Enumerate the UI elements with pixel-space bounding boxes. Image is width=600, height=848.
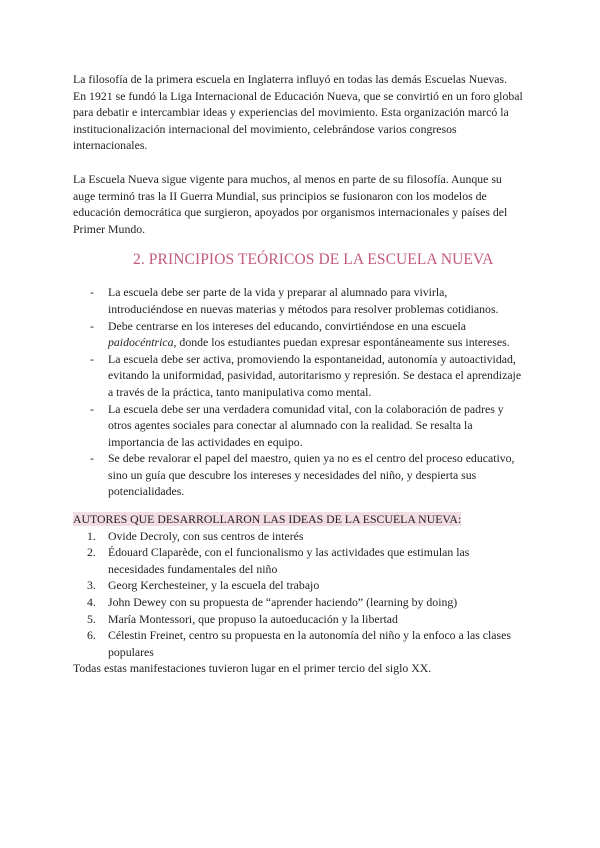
list-number: 6. — [87, 628, 96, 643]
author-text: Célestin Freinet, centro su propuesta en la autonomía del niño y la enfoco a las clases populares — [108, 628, 511, 659]
list-item — [73, 401, 523, 451]
principle-text-end: , donde los estudiantes puedan expresar espontáneamente sus intereses. — [173, 335, 510, 350]
list-item — [73, 577, 523, 594]
list-number: 4. — [87, 595, 96, 610]
author-text: John Dewey con su propuesta de “aprender haciendo” (learning by doing) — [108, 595, 458, 610]
paragraph-liga-internacional: La filosofía de la primera escuela en Inglaterra influyó en todas las demás Escuelas Nuevas. En 1921 se fundó la Liga Internacional de Educación Nueva, que se convirtió en un foro global para debatir e intercambiar ideas y experiencias del movimiento. Esta organización marcó la institucionalización internacional del movimiento, celebrándose varios congresos internacionales. — [73, 72, 523, 153]
list-number: 2. — [87, 545, 96, 560]
list-item — [73, 594, 523, 611]
dash-bullet: - — [90, 318, 94, 333]
section-heading-principios: 2. PRINCIPIOS TEÓRICOS DE LA ESCUELA NUEVA — [133, 251, 494, 269]
list-item — [73, 611, 523, 628]
list-item — [73, 450, 523, 500]
dash-bullet: - — [90, 285, 94, 300]
list-number: 5. — [87, 611, 96, 626]
authors-list — [73, 528, 523, 661]
dash-bullet: - — [90, 401, 94, 416]
highlighted-heading-text: AUTORES QUE DESARROLLARON LAS IDEAS DE LA ESCUELA NUEVA: — [73, 512, 462, 527]
author-text: María Montessori, que propuso la autoeducación y la libertad — [108, 611, 398, 626]
authors-heading — [73, 511, 523, 528]
principle-text: Se debe revalorar el papel del maestro, quien ya no es el centro del proceso educativo, sino un guía que descubre los intereses y necesidades del niño, y despierta sus potencialidades. — [108, 451, 515, 499]
italic-term-paidocentrica: paidocéntrica — [108, 335, 174, 350]
principle-text: La escuela debe ser parte de la vida y preparar al alumnado para vivirla, introduciéndose en nuevas materias y métodos para resolver problemas cotidianos. — [108, 285, 499, 316]
list-item — [73, 351, 523, 401]
principle-text: La escuela debe ser activa, promoviendo la espontaneidad, autonomía y autoactividad, evitando la uniformidad, pasividad, autoritarismo y represión. Se destaca el aprendizaje a través de la práctica, tanto manipulativa como mental. — [108, 351, 522, 399]
principle-text — [108, 319, 510, 350]
list-item — [73, 318, 523, 351]
list-number: 3. — [87, 578, 96, 593]
author-text: Ovide Decroly, con sus centros de interés — [108, 528, 304, 543]
author-text: Édouard Claparède, con el funcionalismo y las actividades que estimulan las necesidades fundamentales del niño — [108, 545, 470, 576]
dash-bullet: - — [90, 451, 94, 466]
list-item — [73, 544, 523, 577]
paragraph-escuela-nueva-vigente: La Escuela Nueva sigue vigente para muchos, al menos en parte de su filosofía. Aunque su auge terminó tras la II Guerra Mundial, sus principios se fusionaron con los modelos de educación democrática que surgieron, apoyados por organismos internacionales y países del Primer Mundo. — [73, 171, 508, 236]
author-text: Georg Kerchesteiner, y la escuela del trabajo — [108, 578, 320, 593]
principle-text: La escuela debe ser una verdadera comunidad vital, con la colaboración de padres y otros agentes sociales para conectar al alumnado con la realidad. Se resalta la importancia de las actividades en equipo. — [108, 401, 504, 449]
closing-paragraph: Todas estas manifestaciones tuvieron lugar en el primer tercio del siglo XX. — [73, 661, 432, 676]
principle-text-start: Debe centrarse en los intereses del educando, convirtiéndose en una escuela — [108, 318, 467, 333]
list-item — [73, 627, 523, 660]
document-body — [73, 71, 523, 677]
list-item — [73, 528, 523, 545]
principles-list — [73, 284, 523, 500]
list-number: 1. — [87, 528, 96, 543]
dash-bullet: - — [90, 351, 94, 366]
list-item — [73, 284, 523, 317]
